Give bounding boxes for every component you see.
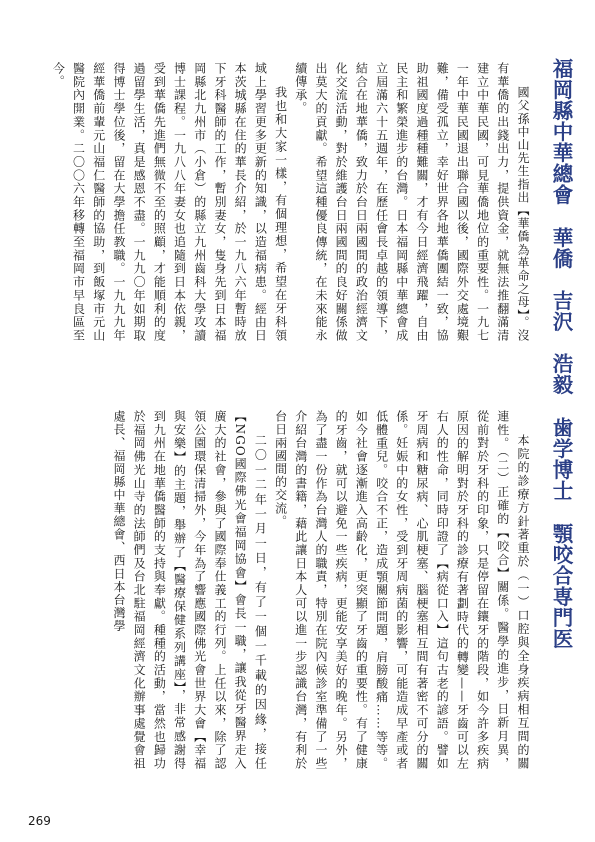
title-author-name: 吉沢 浩毅 <box>549 290 573 396</box>
title-organization: 福岡縣中華總會 <box>549 58 573 205</box>
title-role: 華僑 <box>549 226 573 269</box>
paragraph: 我也和大家一樣，有個理想，希望在牙科領域上學習更多更新的知識，以造福病患。經由日本茨城縣在住的華長介紹，於一九八六年暫時放下牙科醫師的工作，暫別妻女，隻身先到日本福岡縣北九州市（小倉）的縣立九州齒科大學攻讀博士課程。一九八八年妻女也追隨到日本依親，受到華僑先進們無微不至的照顧，才能順利的度過留學生活，真是感恩不盡。一九九〇年如期取得博士學位後，留在大學擔任教職。一九九九年經華僑前輩元山福仁醫師的協助，到飯塚市元山醫院內開業。二〇〇六年移轉至福岡市早良區至今。 <box>51 62 288 342</box>
paragraph: 二〇一二年一月一日，有了一個一千載的因緣，接任【NGO國際佛光會福岡協會】會長一職，讓我從牙醫界走入廣大的社會，參與了國際奉仕義工的行列。上任以來，除了認領公園環保清掃外，今年為了響應國際佛光會世界大會【幸福與安樂】的主題，舉辦了【醫療保健系列講座】，非常感謝得到九州在地華僑醫師的支持與奉獻。種種的活動，當然也歸功於福岡佛光山寺的法師們及台北駐福岡經濟文化辦事處覺會祖處長、福岡縣中華總會、西日本台灣學 <box>111 410 268 770</box>
title-degree: 歯学博士 <box>549 416 573 501</box>
bottom-text-block <box>33 410 533 770</box>
article-title <box>541 58 581 649</box>
paragraph: 國父孫中山先生指出【華僑為革命之母】。沒有華僑的出錢出力，提供資金，就無法推翻滿清建立中華民國，可見華僑地位的重要性。一九七一年中華民國退出聯合國以後，國際外交處境艱難，備受孤立，幸好世界各地華僑團結一致，協助祖國度過種種難關，才有今日經濟飛躍，自由民主和繁榮進步的台灣。日本福岡縣中華總會成立屆滿六十五週年，在歷任會長卓越的領導下，結合在地華僑，致力於台日兩國間的政治經濟文化交流活動，對於維護台日兩國間的良好關係做出莫大的貢獻。希望這種優良傳統，在未來能永續傳承。 <box>293 62 530 342</box>
top-text-block <box>33 62 533 342</box>
page-number: 269 <box>28 814 51 828</box>
paragraph: 本院的診療方針著重於（一）口腔與全身疾病相互間的關連性。（二）正確的【咬合】關係。醫學的進步，日新月異，從前對於牙科的印象，只是停留在鑲牙的階段，如今許多疾病原因的解明對於牙科的診療有著劃時代的轉變——牙齒可以左右人的性命，同時印證了【病從口入】這句古老的諺語。譬如牙周病和糖尿病、心肌梗塞、腦梗塞相互間有著密不可分的關係。妊娠中的女性，受到牙周病菌的影響，可能造成早產或者低體重兒。咬合不正，造成顎關節問題，肩膀酸痛……等等。如今社會逐漸進入高齡化，更突顯了牙齒的重要性。有了健康的牙齒，就可以避免一些疾病，更能安享美好的晚年。另外，為了盡一份作為台灣人的職責，特別在院內候診室準備了一些介紹台灣的書籍，藉此讓日本人可以進一步認識台灣，有利於台日兩國間的交流。 <box>273 410 530 770</box>
title-position: 顎咬合専門医 <box>549 522 573 649</box>
